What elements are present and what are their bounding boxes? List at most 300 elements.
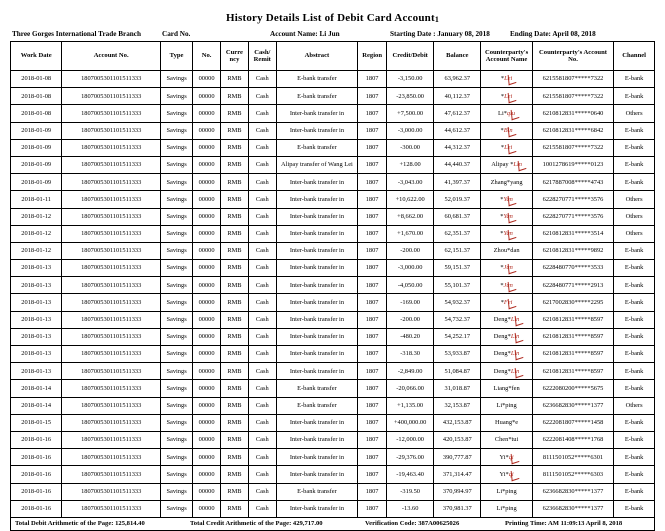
cell-region: 1807 xyxy=(358,466,387,483)
cell-no: 00000 xyxy=(193,346,221,363)
cell-counterparty-name: Chen*tui xyxy=(481,431,532,448)
cell-counterparty-name: Deng*Lin xyxy=(481,311,532,328)
cell-counterparty-name: *Lei xyxy=(481,71,532,88)
table-row xyxy=(11,449,655,466)
cell-currency: RMB xyxy=(221,414,249,431)
col-counterparty-account: Counterparty's Account No. xyxy=(532,42,613,71)
cell-region: 1807 xyxy=(358,71,387,88)
col-cash-remit: Cash/ Remit xyxy=(248,42,276,71)
cell-region: 1807 xyxy=(358,260,387,277)
cell-credit-debit: +1,135.00 xyxy=(387,397,434,414)
cell-abstract: E-bank transfer xyxy=(276,71,357,88)
table-header-row xyxy=(11,42,655,71)
cell-work-date: 2018-01-15 xyxy=(11,414,62,431)
signature-mark-icon: Lin xyxy=(510,333,520,341)
cell-currency: RMB xyxy=(221,363,249,380)
cell-balance: 44,312.37 xyxy=(434,139,481,156)
total-debit: Total Debit Arithmetic of the Page: 125,814.40 xyxy=(15,520,145,528)
cell-counterparty-account: 6210812831*****6842 xyxy=(532,122,613,139)
cell-abstract: Inter-bank transfer in xyxy=(276,208,357,225)
cell-abstract: Inter-bank transfer in xyxy=(276,500,357,517)
cell-credit-debit: -3,043.00 xyxy=(387,174,434,191)
cell-balance: 47,612.37 xyxy=(434,105,481,122)
cell-no: 00000 xyxy=(193,225,221,242)
cell-counterparty-name: Deng*Lin xyxy=(481,346,532,363)
cell-abstract: Inter-bank transfer in xyxy=(276,260,357,277)
cell-account-no: 1807005301101511333 xyxy=(62,397,161,414)
cell-counterparty-name: *Fei xyxy=(481,294,532,311)
cell-counterparty-account: 6210812831*****9892 xyxy=(532,242,613,259)
cell-account-no: 1807005301101511333 xyxy=(62,363,161,380)
cell-no: 00000 xyxy=(193,483,221,500)
cell-counterparty-account: 6210812831*****8597 xyxy=(532,328,613,345)
cell-currency: RMB xyxy=(221,156,249,173)
cell-type: Savings xyxy=(161,71,193,88)
transactions-table xyxy=(10,41,655,518)
cell-type: Savings xyxy=(161,483,193,500)
cell-channel: E-bank xyxy=(614,346,655,363)
table-row xyxy=(11,71,655,88)
cell-balance: 54,732.37 xyxy=(434,311,481,328)
cell-balance: 371,314.47 xyxy=(434,466,481,483)
cell-balance: 432,153.87 xyxy=(434,414,481,431)
cell-no: 00000 xyxy=(193,294,221,311)
cell-account-no: 1807005301101511333 xyxy=(62,88,161,105)
col-type: Type xyxy=(161,42,193,71)
cell-account-no: 1807005301101511333 xyxy=(62,311,161,328)
cell-channel: Others xyxy=(614,191,655,208)
table-row xyxy=(11,139,655,156)
cell-region: 1807 xyxy=(358,363,387,380)
cell-no: 00000 xyxy=(193,311,221,328)
cell-cash-remit: Cash xyxy=(248,139,276,156)
cell-abstract: Inter-bank transfer in xyxy=(276,449,357,466)
cell-work-date: 2018-01-16 xyxy=(11,500,62,517)
table-row xyxy=(11,156,655,173)
cell-cash-remit: Cash xyxy=(248,466,276,483)
cell-account-no: 1807005301101511333 xyxy=(62,122,161,139)
cell-balance: 60,681.37 xyxy=(434,208,481,225)
cell-channel: E-bank xyxy=(614,156,655,173)
cell-abstract: Inter-bank transfer in xyxy=(276,242,357,259)
cell-counterparty-name: Li*ping xyxy=(481,483,532,500)
cell-currency: RMB xyxy=(221,105,249,122)
col-no: No. xyxy=(193,42,221,71)
cell-account-no: 1807005301101511333 xyxy=(62,105,161,122)
cell-credit-debit: +1,670.00 xyxy=(387,225,434,242)
cell-work-date: 2018-01-12 xyxy=(11,242,62,259)
cell-counterparty-account: 6210812831*****3514 xyxy=(532,225,613,242)
cell-account-no: 1807005301101511333 xyxy=(62,500,161,517)
signature-mark-icon: Yan xyxy=(503,230,513,238)
cell-currency: RMB xyxy=(221,466,249,483)
cell-cash-remit: Cash xyxy=(248,431,276,448)
cell-abstract: E-bank transfer xyxy=(276,380,357,397)
cell-abstract: Inter-bank transfer in xyxy=(276,346,357,363)
table-row xyxy=(11,311,655,328)
cell-work-date: 2018-01-14 xyxy=(11,397,62,414)
cell-counterparty-name: Alipay *Lin xyxy=(481,156,532,173)
cell-work-date: 2018-01-16 xyxy=(11,449,62,466)
cell-counterparty-account: 6210812831*****8597 xyxy=(532,363,613,380)
cell-account-no: 1807005301101511333 xyxy=(62,483,161,500)
cell-type: Savings xyxy=(161,105,193,122)
cell-no: 00000 xyxy=(193,397,221,414)
cell-currency: RMB xyxy=(221,122,249,139)
cell-credit-debit: +7,500.00 xyxy=(387,105,434,122)
cell-cash-remit: Cash xyxy=(248,449,276,466)
cell-currency: RMB xyxy=(221,174,249,191)
cell-no: 00000 xyxy=(193,139,221,156)
cell-counterparty-name: Deng*Lin xyxy=(481,328,532,345)
cell-credit-debit: -4,050.00 xyxy=(387,277,434,294)
cell-currency: RMB xyxy=(221,260,249,277)
cell-credit-debit: -300.00 xyxy=(387,139,434,156)
signature-mark-icon: qi xyxy=(508,470,514,478)
printing-time: Printing Time: AM 11:09:13 April 8, 2018 xyxy=(505,520,623,528)
cell-account-no: 1807005301101511333 xyxy=(62,449,161,466)
cell-no: 00000 xyxy=(193,466,221,483)
cell-type: Savings xyxy=(161,346,193,363)
col-abstract: Abstract xyxy=(276,42,357,71)
cell-cash-remit: Cash xyxy=(248,242,276,259)
table-row xyxy=(11,483,655,500)
cell-work-date: 2018-01-13 xyxy=(11,328,62,345)
cell-counterparty-name: Li*ping xyxy=(481,397,532,414)
cell-counterparty-name: *Yan xyxy=(481,208,532,225)
cell-channel: E-bank xyxy=(614,311,655,328)
cell-region: 1807 xyxy=(358,328,387,345)
cell-credit-debit: -20,066.00 xyxy=(387,380,434,397)
cell-counterparty-account: 6228480771*****2913 xyxy=(532,277,613,294)
cell-currency: RMB xyxy=(221,431,249,448)
cell-credit-debit: -3,150.00 xyxy=(387,71,434,88)
cell-type: Savings xyxy=(161,431,193,448)
signature-mark-icon: Jun xyxy=(503,281,513,289)
cell-currency: RMB xyxy=(221,191,249,208)
cell-type: Savings xyxy=(161,191,193,208)
cell-channel: Others xyxy=(614,397,655,414)
cell-counterparty-name: *Yan xyxy=(481,225,532,242)
cell-counterparty-name: *Jun xyxy=(481,277,532,294)
cell-cash-remit: Cash xyxy=(248,483,276,500)
cell-abstract: E-bank transfer xyxy=(276,139,357,156)
signature-mark-icon: qiu xyxy=(506,109,516,117)
cell-abstract: Inter-bank transfer in xyxy=(276,363,357,380)
cell-work-date: 2018-01-13 xyxy=(11,311,62,328)
cell-currency: RMB xyxy=(221,380,249,397)
cell-cash-remit: Cash xyxy=(248,105,276,122)
table-row xyxy=(11,242,655,259)
cell-type: Savings xyxy=(161,500,193,517)
cell-region: 1807 xyxy=(358,174,387,191)
cell-account-no: 1807005301101511333 xyxy=(62,466,161,483)
signature-mark-icon: Lei xyxy=(504,92,513,100)
cell-account-no: 1807005301101511333 xyxy=(62,242,161,259)
signature-mark-icon: Lin xyxy=(510,316,520,324)
col-region: Region xyxy=(358,42,387,71)
cell-counterparty-account: 6236682830*****1377 xyxy=(532,500,613,517)
cell-currency: RMB xyxy=(221,346,249,363)
cell-type: Savings xyxy=(161,414,193,431)
table-row xyxy=(11,88,655,105)
cell-channel: E-bank xyxy=(614,380,655,397)
cell-balance: 51,084.87 xyxy=(434,363,481,380)
cell-currency: RMB xyxy=(221,500,249,517)
cell-counterparty-account: 6210812831*****8597 xyxy=(532,346,613,363)
cell-account-no: 1807005301101511333 xyxy=(62,294,161,311)
cell-balance: 52,019.37 xyxy=(434,191,481,208)
cell-counterparty-name: Liang*fen xyxy=(481,380,532,397)
cell-region: 1807 xyxy=(358,380,387,397)
cell-work-date: 2018-01-08 xyxy=(11,105,62,122)
cell-work-date: 2018-01-08 xyxy=(11,71,62,88)
cell-credit-debit: -480.20 xyxy=(387,328,434,345)
cell-channel: E-bank xyxy=(614,449,655,466)
cell-account-no: 1807005301101511333 xyxy=(62,156,161,173)
table-row xyxy=(11,260,655,277)
cell-channel: E-bank xyxy=(614,294,655,311)
signature-mark-icon: Lei xyxy=(504,144,513,152)
cell-cash-remit: Cash xyxy=(248,346,276,363)
cell-region: 1807 xyxy=(358,105,387,122)
cell-work-date: 2018-01-13 xyxy=(11,277,62,294)
cell-abstract: Inter-bank transfer in xyxy=(276,294,357,311)
cell-no: 00000 xyxy=(193,105,221,122)
cell-channel: Others xyxy=(614,208,655,225)
cell-no: 00000 xyxy=(193,500,221,517)
cell-account-no: 1807005301101511333 xyxy=(62,139,161,156)
cell-type: Savings xyxy=(161,363,193,380)
col-credit-debit: Credit/Debit xyxy=(387,42,434,71)
cell-credit-debit: -200.00 xyxy=(387,311,434,328)
cell-no: 00000 xyxy=(193,277,221,294)
cell-balance: 62,151.37 xyxy=(434,242,481,259)
table-row xyxy=(11,500,655,517)
cell-account-no: 1807005301101511333 xyxy=(62,191,161,208)
cell-channel: E-bank xyxy=(614,122,655,139)
cell-work-date: 2018-01-11 xyxy=(11,191,62,208)
cell-cash-remit: Cash xyxy=(248,208,276,225)
cell-type: Savings xyxy=(161,208,193,225)
cell-credit-debit: +10,622.00 xyxy=(387,191,434,208)
col-channel: Channel xyxy=(614,42,655,71)
table-row xyxy=(11,208,655,225)
cell-channel: E-bank xyxy=(614,174,655,191)
total-credit: Total Credit Arithmetic of the Page: 429,717.00 xyxy=(190,520,323,528)
cell-cash-remit: Cash xyxy=(248,328,276,345)
cell-work-date: 2018-01-13 xyxy=(11,346,62,363)
cell-balance: 41,397.37 xyxy=(434,174,481,191)
cell-counterparty-account: 6228270771*****3576 xyxy=(532,191,613,208)
cell-work-date: 2018-01-16 xyxy=(11,483,62,500)
statement-meta xyxy=(10,30,655,41)
table-row xyxy=(11,466,655,483)
cell-work-date: 2018-01-12 xyxy=(11,225,62,242)
cell-balance: 390,777.87 xyxy=(434,449,481,466)
cell-region: 1807 xyxy=(358,500,387,517)
cell-abstract: E-bank transfer xyxy=(276,483,357,500)
cell-cash-remit: Cash xyxy=(248,311,276,328)
cell-counterparty-name: Yi*qi xyxy=(481,449,532,466)
col-counterparty-name: Counterparty's Account Name xyxy=(481,42,532,71)
cell-counterparty-name: *Lei xyxy=(481,139,532,156)
cell-region: 1807 xyxy=(358,156,387,173)
cell-credit-debit: -3,000.00 xyxy=(387,260,434,277)
cell-balance: 44,612.37 xyxy=(434,122,481,139)
cell-region: 1807 xyxy=(358,294,387,311)
cell-type: Savings xyxy=(161,242,193,259)
cell-balance: 53,933.87 xyxy=(434,346,481,363)
cell-account-no: 1807005301101511333 xyxy=(62,174,161,191)
cell-counterparty-name: *Yan xyxy=(481,191,532,208)
cell-credit-debit: +400,000.00 xyxy=(387,414,434,431)
cell-counterparty-account: 6210812831*****0640 xyxy=(532,105,613,122)
signature-mark-icon: Bin xyxy=(503,126,513,134)
cell-counterparty-name: Zhang*yang xyxy=(481,174,532,191)
signature-mark-icon: Yan xyxy=(503,212,513,220)
cell-channel: E-bank xyxy=(614,431,655,448)
cell-work-date: 2018-01-16 xyxy=(11,431,62,448)
cell-counterparty-name: Huang*e xyxy=(481,414,532,431)
cell-balance: 62,351.37 xyxy=(434,225,481,242)
cell-currency: RMB xyxy=(221,483,249,500)
cell-currency: RMB xyxy=(221,139,249,156)
cell-balance: 44,440.37 xyxy=(434,156,481,173)
cell-account-no: 1807005301101511333 xyxy=(62,414,161,431)
cell-counterparty-name: Li*ping xyxy=(481,500,532,517)
cell-work-date: 2018-01-09 xyxy=(11,174,62,191)
table-row xyxy=(11,294,655,311)
cell-balance: 59,151.37 xyxy=(434,260,481,277)
cell-no: 00000 xyxy=(193,174,221,191)
cell-no: 00000 xyxy=(193,449,221,466)
cell-cash-remit: Cash xyxy=(248,277,276,294)
cell-channel: E-bank xyxy=(614,242,655,259)
cell-counterparty-account: 6236682830*****1377 xyxy=(532,483,613,500)
cell-region: 1807 xyxy=(358,414,387,431)
cell-cash-remit: Cash xyxy=(248,500,276,517)
cell-abstract: Inter-bank transfer in xyxy=(276,225,357,242)
cell-counterparty-account: 6236682830*****1377 xyxy=(532,397,613,414)
cell-counterparty-name: Zhou*dan xyxy=(481,242,532,259)
cell-abstract: Inter-bank transfer in xyxy=(276,277,357,294)
cell-work-date: 2018-01-09 xyxy=(11,139,62,156)
cell-no: 00000 xyxy=(193,88,221,105)
cell-no: 00000 xyxy=(193,122,221,139)
cell-counterparty-account: 8111501052*****6303 xyxy=(532,466,613,483)
cell-type: Savings xyxy=(161,225,193,242)
cell-type: Savings xyxy=(161,156,193,173)
table-row xyxy=(11,174,655,191)
cell-abstract: Inter-bank transfer in xyxy=(276,328,357,345)
cell-cash-remit: Cash xyxy=(248,294,276,311)
table-body xyxy=(11,71,655,518)
cell-no: 00000 xyxy=(193,156,221,173)
cell-no: 00000 xyxy=(193,71,221,88)
cell-type: Savings xyxy=(161,260,193,277)
cell-credit-debit: +8,662.00 xyxy=(387,208,434,225)
cell-currency: RMB xyxy=(221,449,249,466)
cell-counterparty-name: Li*qiu xyxy=(481,105,532,122)
cell-abstract: E-bank transfer xyxy=(276,88,357,105)
cell-region: 1807 xyxy=(358,483,387,500)
meta-card-no: Card No. xyxy=(162,30,191,38)
cell-region: 1807 xyxy=(358,311,387,328)
cell-region: 1807 xyxy=(358,208,387,225)
table-row xyxy=(11,105,655,122)
cell-counterparty-account: 6217002830*****2295 xyxy=(532,294,613,311)
cell-credit-debit: +128.00 xyxy=(387,156,434,173)
cell-balance: 54,252.17 xyxy=(434,328,481,345)
cell-type: Savings xyxy=(161,122,193,139)
cell-no: 00000 xyxy=(193,414,221,431)
cell-no: 00000 xyxy=(193,380,221,397)
page-title-text: History Details List of Debit Card Account xyxy=(225,12,435,24)
cell-cash-remit: Cash xyxy=(248,260,276,277)
cell-balance: 31,018.87 xyxy=(434,380,481,397)
cell-work-date: 2018-01-08 xyxy=(11,88,62,105)
cell-counterparty-account: 6222081807*****1458 xyxy=(532,414,613,431)
cell-channel: E-bank xyxy=(614,328,655,345)
cell-account-no: 1807005301101511333 xyxy=(62,328,161,345)
cell-counterparty-account: 1001278619*****0123 xyxy=(532,156,613,173)
page-totals xyxy=(10,518,655,531)
cell-balance: 55,101.37 xyxy=(434,277,481,294)
cell-type: Savings xyxy=(161,88,193,105)
cell-currency: RMB xyxy=(221,311,249,328)
table-row xyxy=(11,225,655,242)
cell-balance: 370,994.97 xyxy=(434,483,481,500)
cell-type: Savings xyxy=(161,380,193,397)
cell-region: 1807 xyxy=(358,88,387,105)
cell-work-date: 2018-01-12 xyxy=(11,208,62,225)
cell-counterparty-account: 6215581807*****7322 xyxy=(532,71,613,88)
cell-abstract: Inter-bank transfer in xyxy=(276,105,357,122)
cell-counterparty-account: 6228480770*****3533 xyxy=(532,260,613,277)
cell-type: Savings xyxy=(161,174,193,191)
signature-mark-icon: Lin xyxy=(510,367,520,375)
signature-mark-icon: Lei xyxy=(504,75,513,83)
signature-mark-icon: Jun xyxy=(503,264,513,272)
cell-counterparty-account: 6210812831*****8597 xyxy=(532,311,613,328)
cell-currency: RMB xyxy=(221,397,249,414)
cell-channel: E-bank xyxy=(614,466,655,483)
cell-credit-debit: -13.60 xyxy=(387,500,434,517)
cell-account-no: 1807005301101511333 xyxy=(62,71,161,88)
cell-region: 1807 xyxy=(358,122,387,139)
cell-currency: RMB xyxy=(221,294,249,311)
cell-region: 1807 xyxy=(358,431,387,448)
cell-cash-remit: Cash xyxy=(248,397,276,414)
cell-currency: RMB xyxy=(221,208,249,225)
cell-credit-debit: -12,000.00 xyxy=(387,431,434,448)
table-row xyxy=(11,431,655,448)
cell-channel: E-bank xyxy=(614,483,655,500)
cell-type: Savings xyxy=(161,397,193,414)
cell-credit-debit: -200.00 xyxy=(387,242,434,259)
cell-no: 00000 xyxy=(193,260,221,277)
cell-credit-debit: -319.50 xyxy=(387,483,434,500)
cell-no: 00000 xyxy=(193,208,221,225)
cell-no: 00000 xyxy=(193,431,221,448)
table-row xyxy=(11,328,655,345)
cell-work-date: 2018-01-13 xyxy=(11,260,62,277)
cell-channel: E-bank xyxy=(614,500,655,517)
cell-currency: RMB xyxy=(221,71,249,88)
cell-counterparty-account: 6228270771*****3576 xyxy=(532,208,613,225)
signature-mark-icon: Yan xyxy=(503,195,513,203)
